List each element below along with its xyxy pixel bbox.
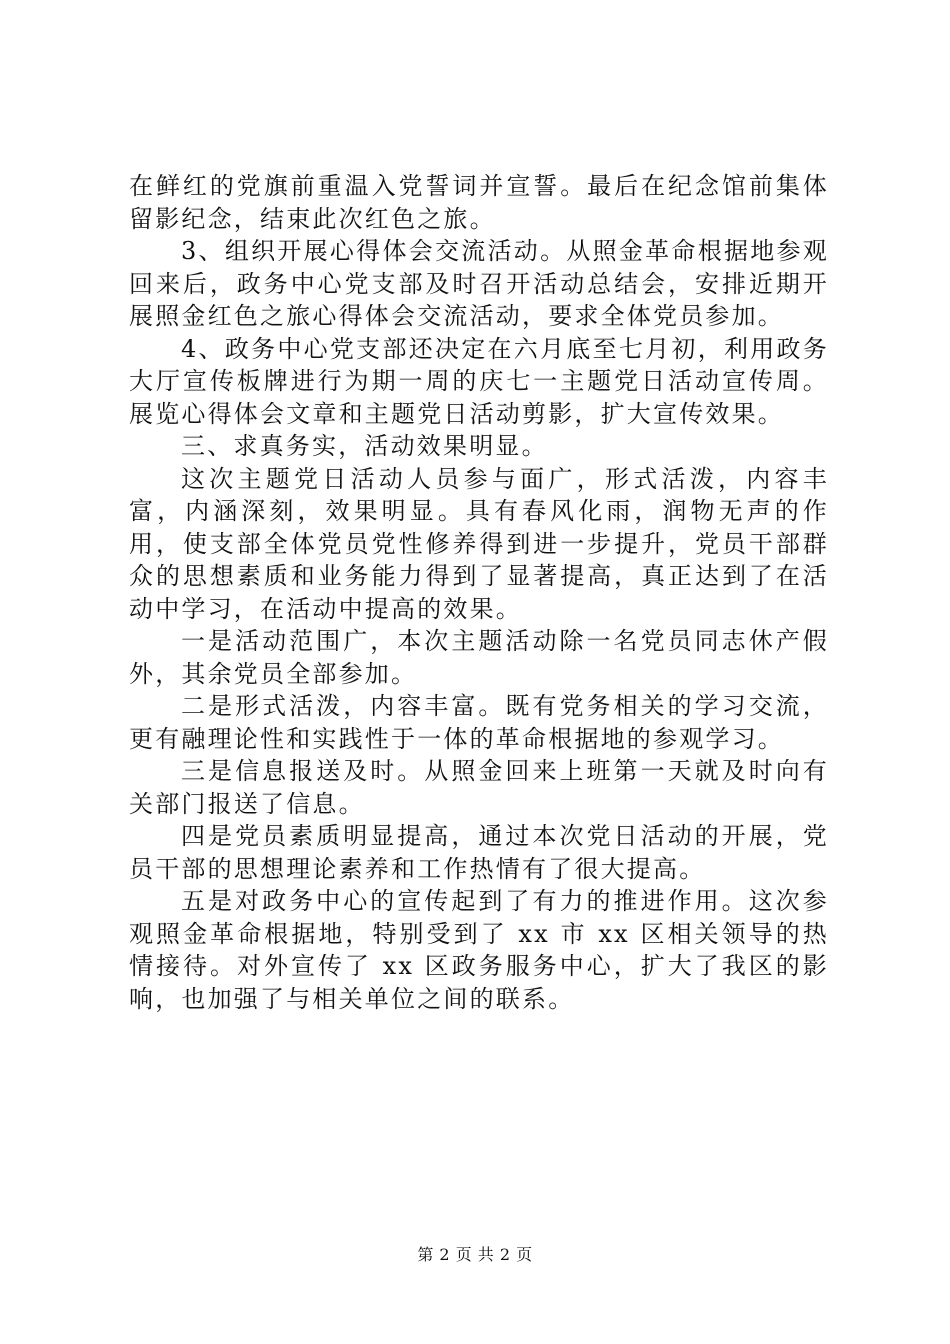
paragraph-point-3: 三是信息报送及时。从照金回来上班第一天就及时向有关部门报送了信息。 — [129, 757, 829, 818]
paragraph-point-1: 一是活动范围广，本次主题活动除一名党员同志休产假外，其余党员全部参加。 — [129, 627, 829, 688]
page-footer — [0, 1244, 950, 1266]
section-heading-3: 三、求真务实，活动效果明显。 — [181, 432, 548, 460]
paragraph-summary: 这次主题党日活动人员参与面广，形式活泼，内容丰富，内涵深刻，效果明显。具有春风化雨，润物无声的作用，使支部全体党员党性修养得到进一步提升，党员干部群众的思想素质和业务能力得到了显著提高，真正达到了在活动中学习，在活动中提高的效果。 — [129, 464, 829, 623]
paragraph-point-2: 二是形式活泼，内容丰富。既有党务相关的学习交流，更有融理论性和实践性于一体的革命根据地的参观学习。 — [129, 692, 829, 753]
paragraph-point-5: 五是对政务中心的宣传起到了有力的推进作用。这次参观照金革命根据地，特别受到了 xx 市 xx 区相关领导的热情接待。对外宣传了 xx 区政务服务中心，扩大了我区的影响，也加强了与相关单位之间的联系。 — [129, 887, 829, 1013]
paragraph-item-3: 3、组织开展心得体会交流活动。从照金革命根据地参观回来后，政务中心党支部及时召开活动总结会，安排近期开展照金红色之旅心得体会交流活动，要求全体党员参加。 — [129, 237, 829, 330]
paragraph-continuation: 在鲜红的党旗前重温入党誓词并宣誓。最后在纪念馆前集体留影纪念，结束此次红色之旅。 — [129, 172, 829, 233]
paragraph-item-4: 4、政务中心党支部还决定在六月底至七月初，利用政务大厅宣传板牌进行为期一周的庆七一主题党日活动宣传周。展览心得体会文章和主题党日活动剪影，扩大宣传效果。 — [129, 334, 829, 428]
paragraph-point-4: 四是党员素质明显提高，通过本次党日活动的开展，党员干部的思想理论素养和工作热情有了很大提高。 — [129, 822, 829, 883]
document-body — [129, 170, 829, 1015]
page-number-label: 第 2 页 共 2 页 — [417, 1245, 533, 1264]
